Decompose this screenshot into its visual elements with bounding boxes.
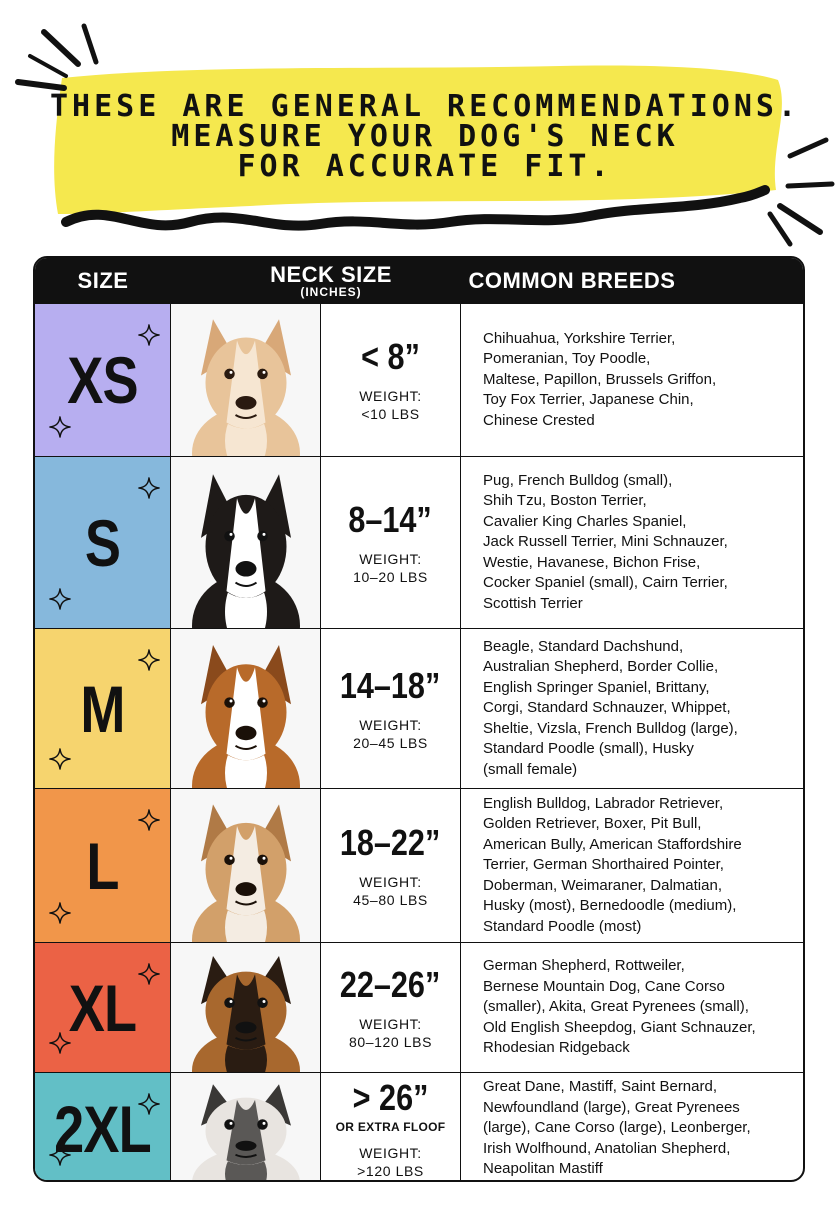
breed-list	[483, 329, 716, 432]
breed-list	[483, 956, 756, 1059]
dog-photo	[171, 789, 321, 942]
banner-text	[40, 89, 810, 184]
size-label: XL	[68, 970, 137, 1045]
breed-line: Westie, Havanese, Bichon Frise,	[483, 553, 701, 571]
breed-list	[483, 794, 742, 938]
banner-line: FOR ACCURATE FIT.	[237, 149, 613, 184]
table-header	[35, 258, 803, 304]
weight-label: WEIGHT:	[359, 1015, 422, 1032]
size-cell	[35, 789, 171, 942]
banner-line: MEASURE YOUR DOG'S NECK	[171, 119, 679, 154]
weight-value: 10–20 LBS	[353, 568, 428, 585]
neck-size-value: 18–22”	[340, 821, 441, 863]
banner	[0, 0, 840, 250]
neck-note: OR EXTRA FLOOF	[335, 1119, 446, 1134]
size-cell	[35, 1073, 171, 1182]
breed-line: Beagle, Standard Dachshund,	[483, 637, 684, 655]
breed-line: Maltese, Papillon, Brussels Griffon,	[483, 370, 717, 388]
neck-cell	[321, 304, 461, 456]
weight-value: >120 LBS	[357, 1162, 424, 1179]
size-row-xs	[35, 304, 803, 456]
header-breeds-label: COMMON BREEDS	[468, 268, 676, 293]
header-size	[35, 258, 171, 304]
breed-line: Jack Russell Terrier, Mini Schnauzer,	[483, 533, 728, 551]
weight-label: WEIGHT:	[359, 1144, 422, 1161]
weight-label: WEIGHT:	[359, 388, 422, 404]
size-label: 2XL	[54, 1091, 151, 1166]
neck-size-value: > 26”	[352, 1076, 429, 1118]
sparkle-icon	[138, 649, 160, 671]
sparkle-icon	[49, 416, 71, 438]
breed-line: Neapolitan Mastiff	[483, 1160, 603, 1178]
banner-line: THESE ARE GENERAL RECOMMENDATIONS.	[49, 89, 801, 124]
breed-line: Doberman, Weimaraner, Dalmatian,	[483, 876, 722, 894]
size-cell	[35, 304, 171, 456]
breeds-cell	[461, 943, 803, 1072]
breed-line: Irish Wolfhound, Anatolian Shepherd,	[483, 1139, 731, 1157]
size-row-m	[35, 628, 803, 788]
breeds-cell	[461, 629, 803, 788]
weight-label: WEIGHT:	[359, 873, 422, 890]
neck-size-value: 22–26”	[340, 963, 441, 1005]
neck-cell	[321, 1073, 461, 1182]
breed-line: Old English Sheepdog, Giant Schnauzer,	[483, 1018, 756, 1036]
sparkle-icon	[138, 963, 160, 985]
breed-line: Sheltie, Vizsla, French Bulldog (large),	[483, 719, 738, 737]
size-label: M	[80, 671, 125, 746]
breed-line: Australian Shepherd, Border Collie,	[483, 658, 719, 676]
neck-cell	[321, 943, 461, 1072]
sparkle-icon	[138, 809, 160, 831]
breed-line: Toy Fox Terrier, Japanese Chin,	[483, 391, 694, 409]
dog-photo	[171, 943, 321, 1072]
neck-size-value: < 8”	[361, 336, 420, 377]
neck-cell	[321, 629, 461, 788]
breed-line: Rhodesian Ridgeback	[483, 1039, 630, 1057]
header-neck-unit: (INCHES)	[300, 284, 362, 299]
header-neck-size	[261, 258, 401, 304]
dog-photo	[171, 629, 321, 788]
sparkle-icon	[138, 477, 160, 499]
breed-line: (small female)	[483, 760, 578, 778]
sparkle-icon	[49, 1032, 71, 1054]
breed-line: Standard Poodle (most)	[483, 917, 642, 935]
breed-line: English Springer Spaniel, Brittany,	[483, 678, 710, 696]
breed-line: Pug, French Bulldog (small),	[483, 471, 673, 489]
neck-size-value: 14–18”	[340, 664, 441, 706]
size-row-l	[35, 788, 803, 942]
breeds-cell	[461, 789, 803, 942]
size-chart-table	[33, 256, 805, 1182]
breed-line: Great Dane, Mastiff, Saint Bernard,	[483, 1078, 718, 1096]
size-label: XS	[67, 343, 138, 417]
breed-line: American Bully, American Staffordshire	[483, 835, 742, 853]
header-neck-label: NECK SIZE	[270, 261, 392, 287]
sparkle-icon	[49, 748, 71, 770]
dog-photo	[171, 304, 321, 456]
dog-photo	[171, 457, 321, 628]
sparkle-icon	[49, 1144, 71, 1166]
breed-line: Scottish Terrier	[483, 594, 583, 612]
breed-line: Cavalier King Charles Spaniel,	[483, 512, 687, 530]
header-breeds	[401, 258, 743, 304]
size-cell	[35, 629, 171, 788]
sparkle-icon	[138, 324, 160, 346]
breed-list	[483, 471, 728, 615]
weight-label: WEIGHT:	[359, 550, 422, 567]
breed-line: Pomeranian, Toy Poodle,	[483, 350, 651, 368]
size-row-xl	[35, 942, 803, 1072]
dog-photo	[171, 1073, 321, 1182]
size-row-s	[35, 456, 803, 628]
breed-line: Bernese Mountain Dog, Cane Corso	[483, 977, 725, 995]
neck-size-value: 8–14”	[348, 498, 433, 540]
breed-line: English Bulldog, Labrador Retriever,	[483, 794, 724, 812]
size-cell	[35, 457, 171, 628]
weight-value: 45–80 LBS	[353, 891, 428, 908]
size-label: L	[86, 828, 119, 903]
breed-line: Husky (most), Bernedoodle (medium),	[483, 897, 737, 915]
breeds-cell	[461, 1073, 803, 1182]
breed-line: (smaller), Akita, Great Pyrenees (small),	[483, 998, 749, 1016]
breed-line: Standard Poodle (small), Husky	[483, 740, 694, 758]
breed-line: Corgi, Standard Schnauzer, Whippet,	[483, 699, 731, 717]
weight-label: WEIGHT:	[359, 716, 422, 733]
breed-line: Chinese Crested	[483, 411, 595, 429]
size-cell	[35, 943, 171, 1072]
breed-line: Chihuahua, Yorkshire Terrier,	[483, 329, 676, 347]
breed-line: (large), Cane Corso (large), Leonberger,	[483, 1119, 751, 1137]
breeds-cell	[461, 304, 803, 456]
sparkle-icon	[49, 588, 71, 610]
breed-line: Terrier, German Shorthaired Pointer,	[483, 856, 724, 874]
header-size-label: SIZE	[77, 268, 129, 293]
breed-line: Cocker Spaniel (small), Cairn Terrier,	[483, 574, 728, 592]
size-row-2xl	[35, 1072, 803, 1182]
sparkle-icon	[138, 1093, 160, 1115]
breeds-cell	[461, 457, 803, 628]
breed-line: German Shepherd, Rottweiler,	[483, 957, 685, 975]
neck-cell	[321, 457, 461, 628]
breed-line: Newfoundland (large), Great Pyrenees	[483, 1098, 740, 1116]
neck-cell	[321, 789, 461, 942]
size-label: S	[84, 505, 121, 580]
weight-value: 20–45 LBS	[353, 734, 428, 751]
weight-value: <10 LBS	[361, 406, 420, 422]
weight-value: 80–120 LBS	[348, 1033, 433, 1050]
breed-line: Shih Tzu, Boston Terrier,	[483, 492, 647, 510]
breed-list	[483, 637, 738, 781]
breed-list	[483, 1077, 751, 1180]
sparkle-icon	[49, 902, 71, 924]
breed-line: Golden Retriever, Boxer, Pit Bull,	[483, 815, 702, 833]
